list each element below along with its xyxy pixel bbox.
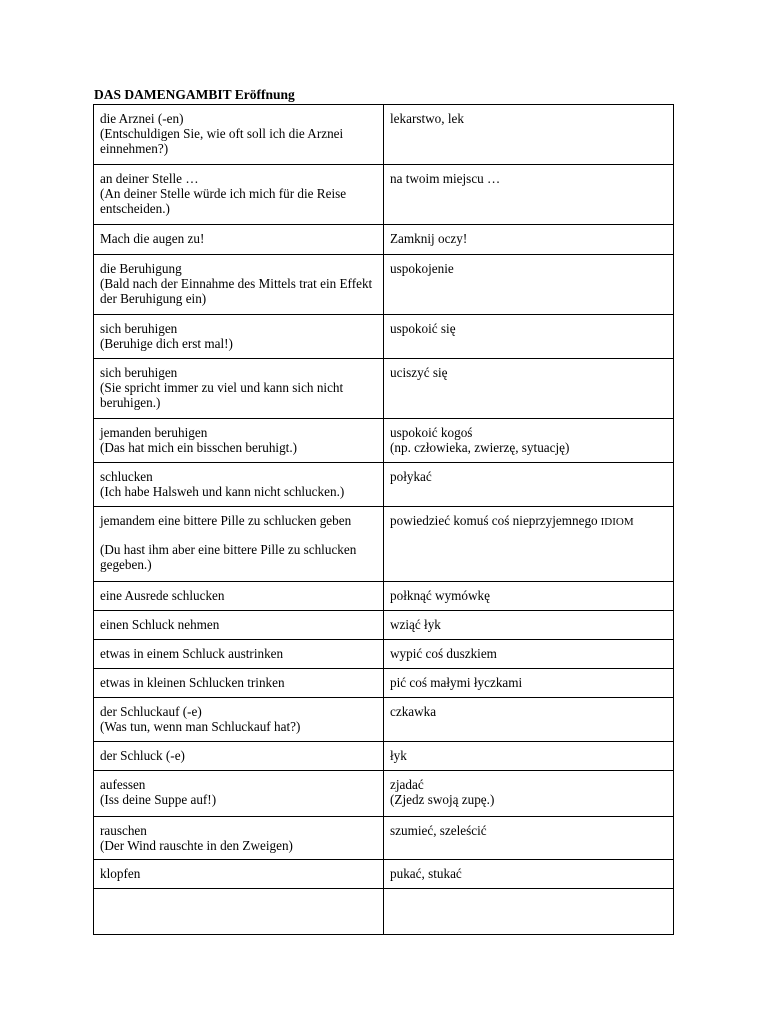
- polish-cell: [384, 669, 674, 698]
- german-term: einen Schluck nehmen: [100, 617, 220, 632]
- table-row: [94, 742, 674, 771]
- german-term: etwas in einem Schluck austrinken: [100, 646, 284, 661]
- german-example: (Das hat mich ein bisschen beruhigt.): [100, 440, 298, 456]
- german-cell: [94, 255, 384, 315]
- table-row: [94, 669, 674, 698]
- german-cell: [94, 165, 384, 225]
- polish-translation: [390, 469, 667, 484]
- polish-translation: [390, 513, 667, 530]
- polish-text: pić coś małymi łyczkami: [390, 675, 523, 690]
- german-cell: [94, 582, 384, 611]
- vocabulary-table-body: [94, 105, 674, 935]
- german-cell: [94, 698, 384, 742]
- polish-translation: [390, 588, 667, 603]
- german-term: etwas in kleinen Schlucken trinken: [100, 675, 285, 690]
- polish-text: szumieć, szeleścić: [390, 823, 487, 838]
- german-cell: [94, 225, 384, 255]
- german-cell: [94, 742, 384, 771]
- polish-cell: [384, 463, 674, 507]
- german-term: die Arznei (-en): [100, 111, 184, 126]
- polish-cell: [384, 860, 674, 889]
- german-example: (Bald nach der Einnahme des Mittels trat ein Effekt der Beruhigung ein): [100, 276, 373, 307]
- table-row: [94, 463, 674, 507]
- polish-translation: [390, 111, 667, 126]
- polish-translation: [390, 231, 667, 246]
- polish-text: pukać, stukać: [390, 866, 462, 881]
- polish-text: czkawka: [390, 704, 437, 719]
- table-row: [94, 225, 674, 255]
- polish-cell: [384, 698, 674, 742]
- polish-text: łyk: [390, 748, 407, 763]
- polish-translation: [390, 704, 667, 719]
- german-term: der Schluckauf (-e): [100, 704, 202, 719]
- polish-text: połykać: [390, 469, 432, 484]
- german-example: (Was tun, wenn man Schluckauf hat?): [100, 719, 301, 735]
- table-row: [94, 698, 674, 742]
- table-row: [94, 419, 674, 463]
- polish-text: zjadać: [390, 777, 424, 792]
- table-row: [94, 611, 674, 640]
- page-title: DAS DAMENGAMBIT Eröffnung: [94, 87, 295, 102]
- german-cell: [94, 669, 384, 698]
- german-term: eine Ausrede schlucken: [100, 588, 225, 603]
- german-example: (Entschuldigen Sie, wie oft soll ich die Arznei einnehmen?): [100, 126, 344, 157]
- table-row: [94, 507, 674, 582]
- table-row: [94, 105, 674, 165]
- polish-cell: [384, 742, 674, 771]
- german-example: (An deiner Stelle würde ich mich für die Reise entscheiden.): [100, 186, 347, 217]
- german-example: (Beruhige dich erst mal!): [100, 336, 233, 352]
- german-cell: [94, 817, 384, 860]
- polish-text: wziąć łyk: [390, 617, 441, 632]
- polish-translation: [390, 261, 667, 276]
- german-cell: [94, 315, 384, 359]
- german-term: klopfen: [100, 866, 141, 881]
- german-example: (Du hast ihm aber eine bittere Pille zu schlucken gegeben.): [100, 542, 357, 573]
- polish-cell: [384, 315, 674, 359]
- german-cell: [94, 611, 384, 640]
- polish-translation: [390, 321, 667, 336]
- german-term: rauschen: [100, 823, 147, 838]
- polish-cell: [384, 255, 674, 315]
- table-row: [94, 889, 674, 935]
- polish-translation: [390, 617, 667, 632]
- polish-translation: [390, 365, 667, 380]
- polish-cell: [384, 582, 674, 611]
- german-term: sich beruhigen: [100, 365, 178, 380]
- german-cell: [94, 860, 384, 889]
- polish-text: (Zjedz swoją zupę.): [390, 792, 495, 808]
- german-cell: [94, 507, 384, 582]
- polish-note: [390, 792, 667, 807]
- german-term: der Schluck (-e): [100, 748, 185, 763]
- polish-note: [390, 440, 667, 455]
- polish-translation: [390, 748, 667, 763]
- german-term: an deiner Stelle …: [100, 171, 199, 186]
- table-row: [94, 165, 674, 225]
- german-example: (Ich habe Halsweh und kann nicht schlucken.): [100, 484, 345, 500]
- polish-translation: [390, 866, 667, 881]
- german-term: Mach die augen zu!: [100, 231, 205, 246]
- german-term: die Beruhigung: [100, 261, 182, 276]
- polish-text: uspokoić kogoś: [390, 425, 473, 440]
- polish-text: połknąć wymówkę: [390, 588, 490, 603]
- idiom-tag: IDIOM: [600, 516, 634, 528]
- german-cell: [94, 771, 384, 817]
- german-cell: [94, 359, 384, 419]
- table-row: [94, 817, 674, 860]
- table-row: [94, 582, 674, 611]
- polish-cell: [384, 507, 674, 582]
- german-cell: [94, 463, 384, 507]
- polish-cell: [384, 611, 674, 640]
- polish-text: wypić coś duszkiem: [390, 646, 497, 661]
- polish-translation: [390, 425, 667, 440]
- polish-translation: [390, 675, 667, 690]
- polish-text: na twoim miejscu …: [390, 171, 501, 186]
- polish-translation: [390, 823, 667, 838]
- german-term: schlucken: [100, 469, 153, 484]
- polish-cell: [384, 817, 674, 860]
- polish-cell: [384, 105, 674, 165]
- polish-text: lekarstwo, lek: [390, 111, 464, 126]
- german-cell: [94, 105, 384, 165]
- table-row: [94, 359, 674, 419]
- german-term: jemanden beruhigen: [100, 425, 208, 440]
- polish-cell: [384, 419, 674, 463]
- polish-cell: [384, 640, 674, 669]
- german-term: aufessen: [100, 777, 146, 792]
- polish-text: (np. człowieka, zwierzę, sytuację): [390, 440, 570, 456]
- table-row: [94, 640, 674, 669]
- polish-cell: [384, 889, 674, 935]
- german-term: sich beruhigen: [100, 321, 178, 336]
- polish-translation: [390, 777, 667, 792]
- german-example: (Der Wind rauschte in den Zweigen): [100, 838, 293, 854]
- polish-translation: [390, 646, 667, 661]
- polish-cell: [384, 225, 674, 255]
- vocabulary-table: [93, 104, 674, 935]
- table-row: [94, 771, 674, 817]
- polish-text: uspokoić się: [390, 321, 456, 336]
- german-cell: [94, 419, 384, 463]
- polish-cell: [384, 771, 674, 817]
- polish-cell: [384, 359, 674, 419]
- german-cell: [94, 640, 384, 669]
- german-cell: [94, 889, 384, 935]
- polish-text: uciszyć się: [390, 365, 448, 380]
- german-term: jemandem eine bittere Pille zu schlucken geben: [100, 513, 352, 528]
- polish-text: uspokojenie: [390, 261, 454, 276]
- polish-cell: [384, 165, 674, 225]
- german-example: (Sie spricht immer zu viel und kann sich nicht beruhigen.): [100, 380, 344, 411]
- line-gap: [100, 528, 377, 542]
- polish-text: powiedzieć komuś coś nieprzyjemnego: [390, 513, 598, 528]
- table-row: [94, 315, 674, 359]
- polish-translation: [390, 171, 667, 186]
- polish-text: Zamknij oczy!: [390, 231, 468, 246]
- table-row: [94, 860, 674, 889]
- table-row: [94, 255, 674, 315]
- german-example: (Iss deine Suppe auf!): [100, 792, 217, 808]
